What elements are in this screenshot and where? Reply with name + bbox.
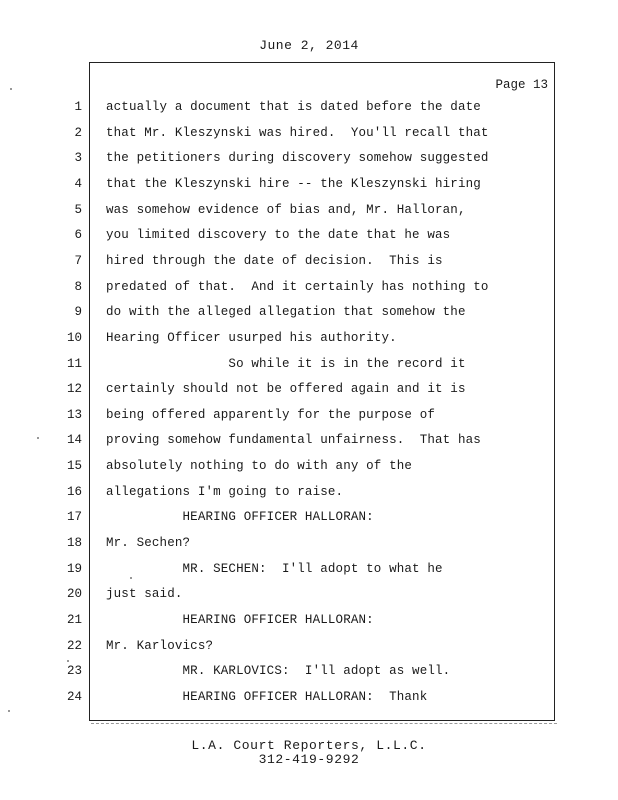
transcript-line-text: certainly should not be offered again and it is xyxy=(106,382,466,396)
transcript-line-text: So while it is in the record it xyxy=(106,357,466,371)
line-number: 5 xyxy=(74,203,82,217)
line-number: 2 xyxy=(74,126,82,140)
line-number: 9 xyxy=(74,305,82,319)
line-number: 6 xyxy=(74,228,82,242)
transcript-line-text: Hearing Officer usurped his authority. xyxy=(106,331,397,345)
line-number: 15 xyxy=(66,459,82,473)
line-number: 14 xyxy=(66,433,82,447)
transcript-line-text: hired through the date of decision. This is xyxy=(106,254,443,268)
line-number: 24 xyxy=(66,690,82,704)
line-number: 12 xyxy=(66,382,82,396)
line-number: 10 xyxy=(66,331,82,345)
transcript-line-text: the petitioners during discovery somehow suggested xyxy=(106,151,489,165)
transcript-line-text: do with the alleged allegation that somehow the xyxy=(106,305,466,319)
transcript-line-text: Mr. Sechen? xyxy=(106,536,191,550)
transcript-line-text: you limited discovery to the date that he was xyxy=(106,228,451,242)
line-number: 17 xyxy=(66,510,82,524)
line-number: 3 xyxy=(74,151,82,165)
transcript-line-text: was somehow evidence of bias and, Mr. Halloran, xyxy=(106,203,466,217)
line-number: 23 xyxy=(66,664,82,678)
transcript-line-text: that the Kleszynski hire -- the Kleszynski hiring xyxy=(106,177,481,191)
transcript-line-text: MR. SECHEN: I'll adopt to what he xyxy=(106,562,443,576)
line-number: 8 xyxy=(74,280,82,294)
transcript-line-text: MR. KARLOVICS: I'll adopt as well. xyxy=(106,664,451,678)
line-number: 20 xyxy=(66,587,82,601)
transcript-line-text: proving somehow fundamental unfairness. That has xyxy=(106,433,481,447)
line-number: 1 xyxy=(74,100,82,114)
frame-bottom-edge xyxy=(91,720,557,724)
scan-speck xyxy=(67,660,69,662)
transcript-line-text: that Mr. Kleszynski was hired. You'll recall that xyxy=(106,126,489,140)
line-number: 13 xyxy=(66,408,82,422)
transcript-line-text: being offered apparently for the purpose of xyxy=(106,408,436,422)
transcript-line-text: absolutely nothing to do with any of the xyxy=(106,459,413,473)
transcript-line-text: HEARING OFFICER HALLORAN: Thank xyxy=(106,690,428,704)
transcript-line-text: Mr. Karlovics? xyxy=(106,639,214,653)
line-number: 22 xyxy=(66,639,82,653)
line-number: 18 xyxy=(66,536,82,550)
transcript-line-text: predated of that. And it certainly has nothing to xyxy=(106,280,489,294)
page-date-header: June 2, 2014 xyxy=(259,38,359,53)
page-number-label: Page 13 xyxy=(495,78,548,92)
line-number: 7 xyxy=(74,254,82,268)
footer-phone: 312-419-9292 xyxy=(258,752,360,767)
transcript-line-text: allegations I'm going to raise. xyxy=(106,485,344,499)
line-number: 21 xyxy=(66,613,82,627)
scan-speck xyxy=(10,88,12,90)
scan-speck xyxy=(37,437,39,439)
scan-speck xyxy=(130,577,132,579)
line-number: 19 xyxy=(66,562,82,576)
line-number: 4 xyxy=(74,177,82,191)
transcript-line-text: HEARING OFFICER HALLORAN: xyxy=(106,510,374,524)
footer-company: L.A. Court Reporters, L.L.C. xyxy=(191,738,427,753)
line-number: 11 xyxy=(66,357,82,371)
transcript-line-text: actually a document that is dated before the date xyxy=(106,100,481,114)
transcript-line-text: HEARING OFFICER HALLORAN: xyxy=(106,613,374,627)
line-number: 16 xyxy=(66,485,82,499)
scan-speck xyxy=(8,710,10,712)
transcript-line-text: just said. xyxy=(106,587,183,601)
